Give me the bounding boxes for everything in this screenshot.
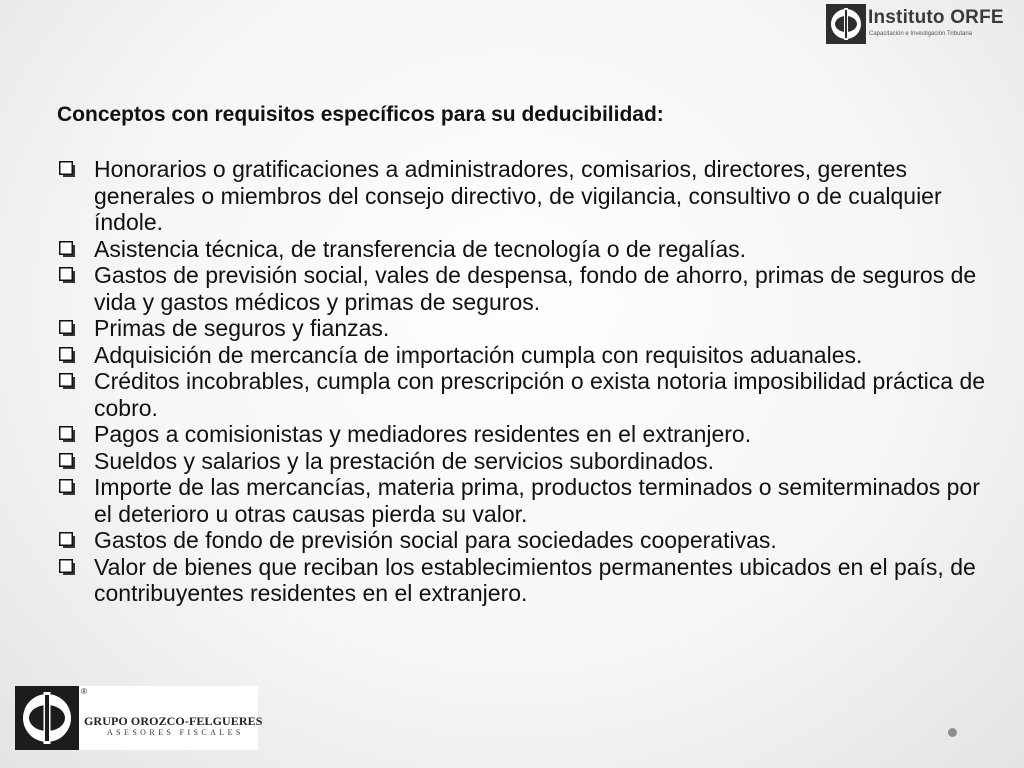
bullet-list bbox=[57, 156, 997, 607]
list-item-text: Pagos a comisionistas y mediadores residentes en el extranjero. bbox=[94, 421, 752, 447]
list-item bbox=[57, 236, 997, 263]
checkbox-bullet-icon bbox=[59, 479, 75, 495]
list-item-text: Gastos de previsión social, vales de despensa, fondo de ahorro, primas de seguros de vida y gastos médicos y primas de seguros. bbox=[94, 262, 977, 315]
registered-mark: ® bbox=[81, 687, 87, 696]
checkbox-bullet-icon bbox=[59, 347, 75, 363]
list-item-text: Gastos de fondo de previsión social para sociedades cooperativas. bbox=[94, 527, 777, 553]
list-item bbox=[57, 554, 997, 607]
list-item bbox=[57, 315, 997, 342]
list-item-text: Importe de las mercancías, materia prima, productos terminados o semiterminados por el deterioro u otras causas pierda su valor. bbox=[94, 474, 980, 527]
brand-name: Instituto ORFE bbox=[868, 7, 1004, 28]
checkbox-bullet-icon bbox=[59, 320, 75, 336]
company-name: GRUPO OROZCO-FELGUERES bbox=[84, 714, 263, 728]
checkbox-bullet-icon bbox=[59, 373, 75, 389]
grupo-orozco-felgueres-logo bbox=[15, 686, 263, 750]
checkbox-bullet-icon bbox=[59, 453, 75, 469]
phi-seal-icon bbox=[826, 4, 866, 44]
list-item bbox=[57, 342, 997, 369]
list-item-text: Honorarios o gratificaciones a administradores, comisarios, directores, gerentes generales o miembros del consejo directivo, de vigilancia, consultivo o de cualquier índole. bbox=[94, 156, 942, 235]
list-item-text: Créditos incobrables, cumpla con prescripción o exista notoria imposibilidad práctica de cobro. bbox=[94, 368, 986, 421]
brand-tagline: Capacitación e Investigación Tributaria bbox=[869, 31, 973, 37]
slide-content bbox=[57, 102, 997, 607]
list-item bbox=[57, 474, 997, 527]
instituto-orfe-logo bbox=[826, 4, 1016, 46]
list-item bbox=[57, 368, 997, 421]
checkbox-bullet-icon bbox=[59, 559, 75, 575]
page-indicator-dot bbox=[948, 728, 957, 737]
phi-seal-icon bbox=[15, 686, 79, 750]
list-item bbox=[57, 156, 997, 236]
list-item-text: Adquisición de mercancía de importación cumpla con requisitos aduanales. bbox=[94, 341, 863, 368]
list-item-text: Primas de seguros y fianzas. bbox=[94, 315, 390, 341]
checkbox-bullet-icon bbox=[59, 267, 75, 283]
checkbox-bullet-icon bbox=[59, 532, 75, 548]
list-item bbox=[57, 527, 997, 554]
list-item bbox=[57, 448, 997, 475]
list-item bbox=[57, 262, 997, 315]
company-subtitle: ASESORES FISCALES bbox=[107, 728, 244, 737]
checkbox-bullet-icon bbox=[59, 241, 75, 257]
list-item-text: Sueldos y salarios y la prestación de servicios subordinados. bbox=[94, 447, 715, 474]
list-item-text: Asistencia técnica, de transferencia de tecnología o de regalías. bbox=[94, 235, 747, 262]
list-item-text: Valor de bienes que reciban los establecimientos permanentes ubicados en el país, de contribuyentes residentes en el extranjero. bbox=[94, 553, 976, 606]
checkbox-bullet-icon bbox=[59, 426, 75, 442]
slide-heading: Conceptos con requisitos específicos para su deducibilidad: bbox=[57, 103, 664, 126]
list-item bbox=[57, 421, 997, 448]
checkbox-bullet-icon bbox=[59, 161, 75, 177]
